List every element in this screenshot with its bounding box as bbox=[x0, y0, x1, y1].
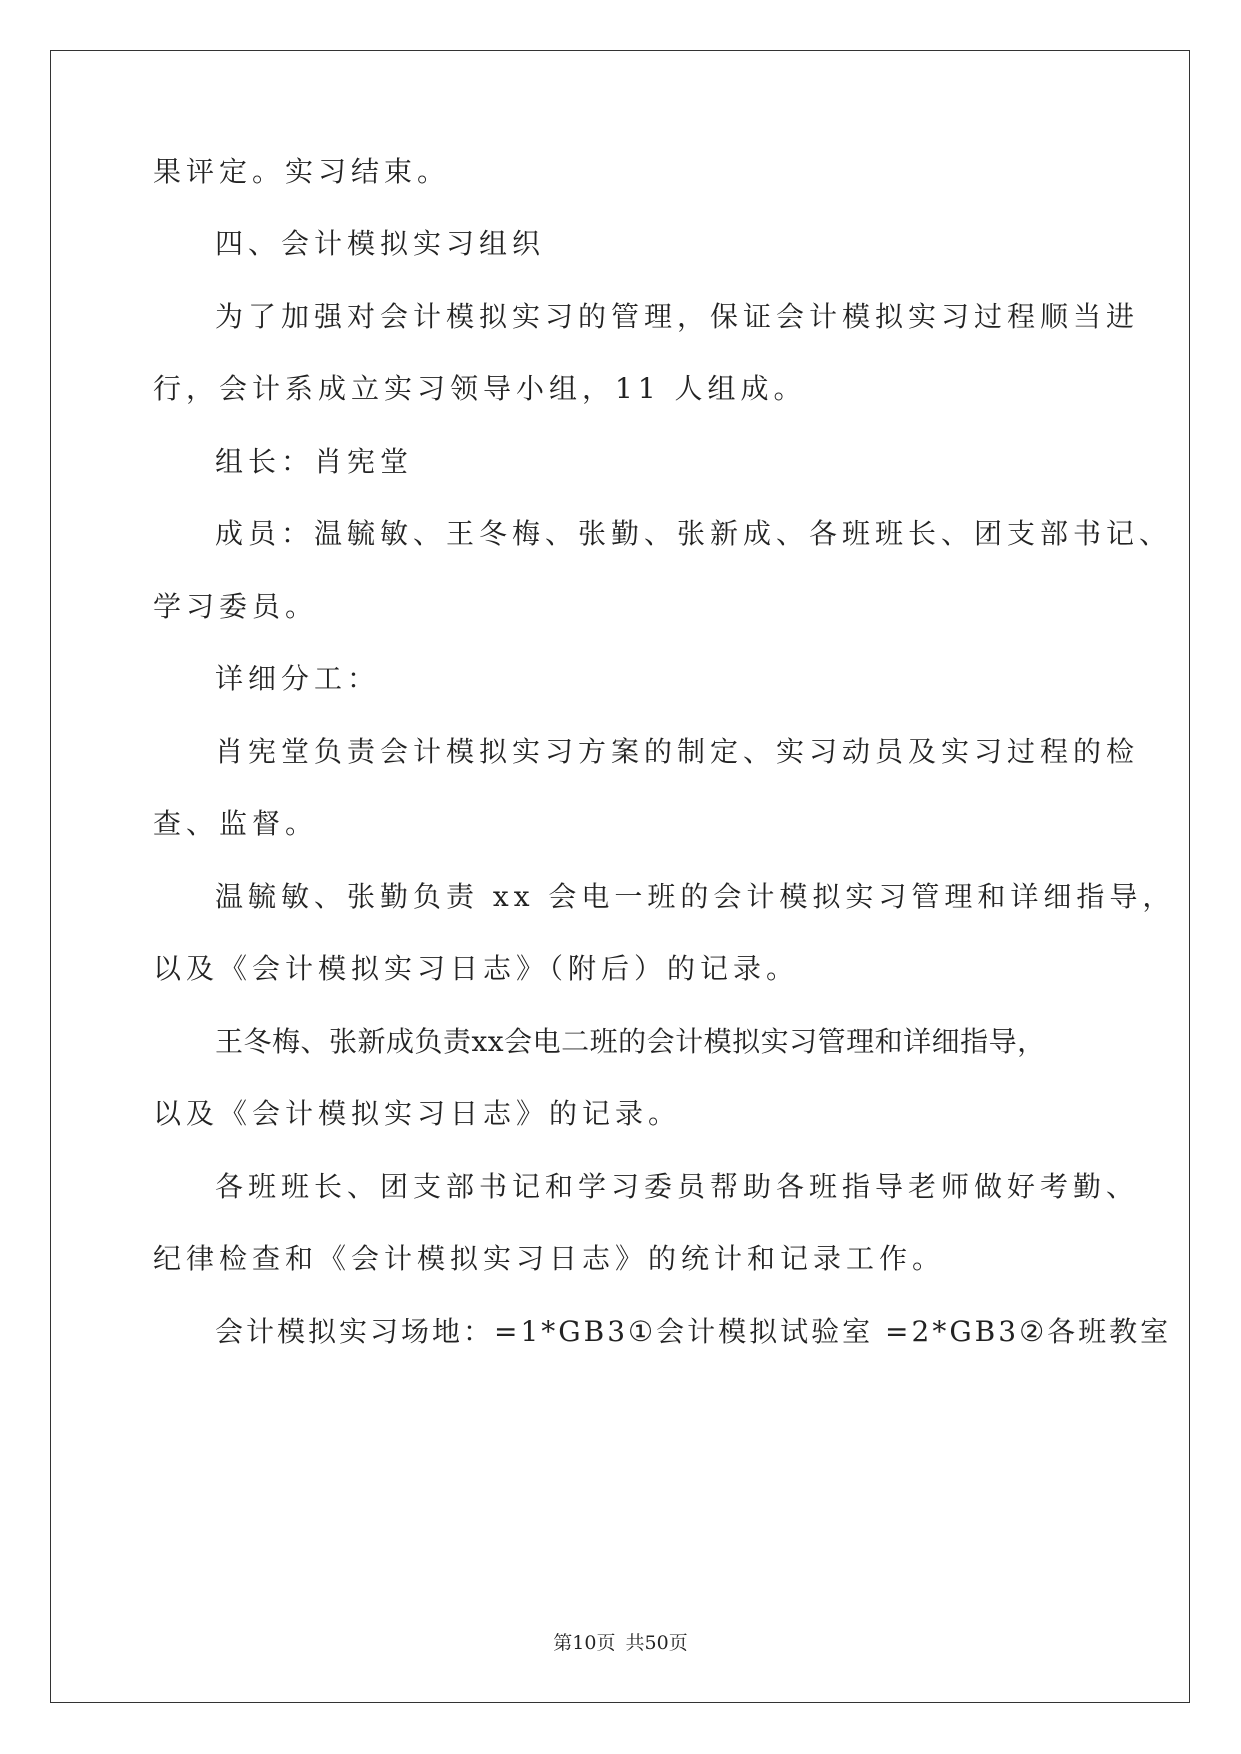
paragraph-line: 组长：肖宪堂 bbox=[215, 445, 414, 478]
page-total: 共50页 bbox=[625, 1632, 688, 1654]
text-line-continuation: 果评定。实习结束。 bbox=[153, 155, 451, 188]
paragraph-line: 以及《会计模拟实习日志》的记录。 bbox=[153, 1097, 682, 1130]
paragraph-line: 详细分工： bbox=[215, 662, 381, 695]
paragraph-line: 行，会计系成立实习领导小组，11 人组成。 bbox=[153, 372, 807, 405]
paragraph-line: 会计模拟实习场地：=1*GB3①会计模拟试验室 =2*GB3②各班教室 bbox=[215, 1315, 1172, 1348]
paragraph-line: 成员：温毓敏、王冬梅、张勤、张新成、各班班长、团支部书记、 bbox=[215, 517, 1173, 550]
paragraph-line: 肖宪堂负责会计模拟实习方案的制定、实习动员及实习过程的检 bbox=[215, 735, 1140, 768]
paragraph-line: 温毓敏、张勤负责 xx 会电一班的会计模拟实习管理和详细指导， bbox=[215, 880, 1176, 913]
paragraph-line: 纪律检查和《会计模拟实习日志》的统计和记录工作。 bbox=[153, 1242, 946, 1275]
paragraph-line: 学习委员。 bbox=[153, 590, 319, 623]
paragraph-line: 以及《会计模拟实习日志》（附后）的记录。 bbox=[153, 952, 800, 985]
paragraph-line: 王冬梅、张新成负责xx会电二班的会计模拟实习管理和详细指导， bbox=[215, 1025, 1046, 1058]
paragraph-line: 查、监督。 bbox=[153, 807, 319, 840]
section-heading: 四、会计模拟实习组织 bbox=[215, 227, 546, 260]
paragraph-line: 各班班长、团支部书记和学习委员帮助各班指导老师做好考勤、 bbox=[215, 1170, 1140, 1203]
page-number: 第10页 bbox=[553, 1632, 616, 1654]
page-footer bbox=[0, 1630, 1241, 1656]
paragraph-line: 为了加强对会计模拟实习的管理，保证会计模拟实习过程顺当进 bbox=[215, 300, 1140, 333]
